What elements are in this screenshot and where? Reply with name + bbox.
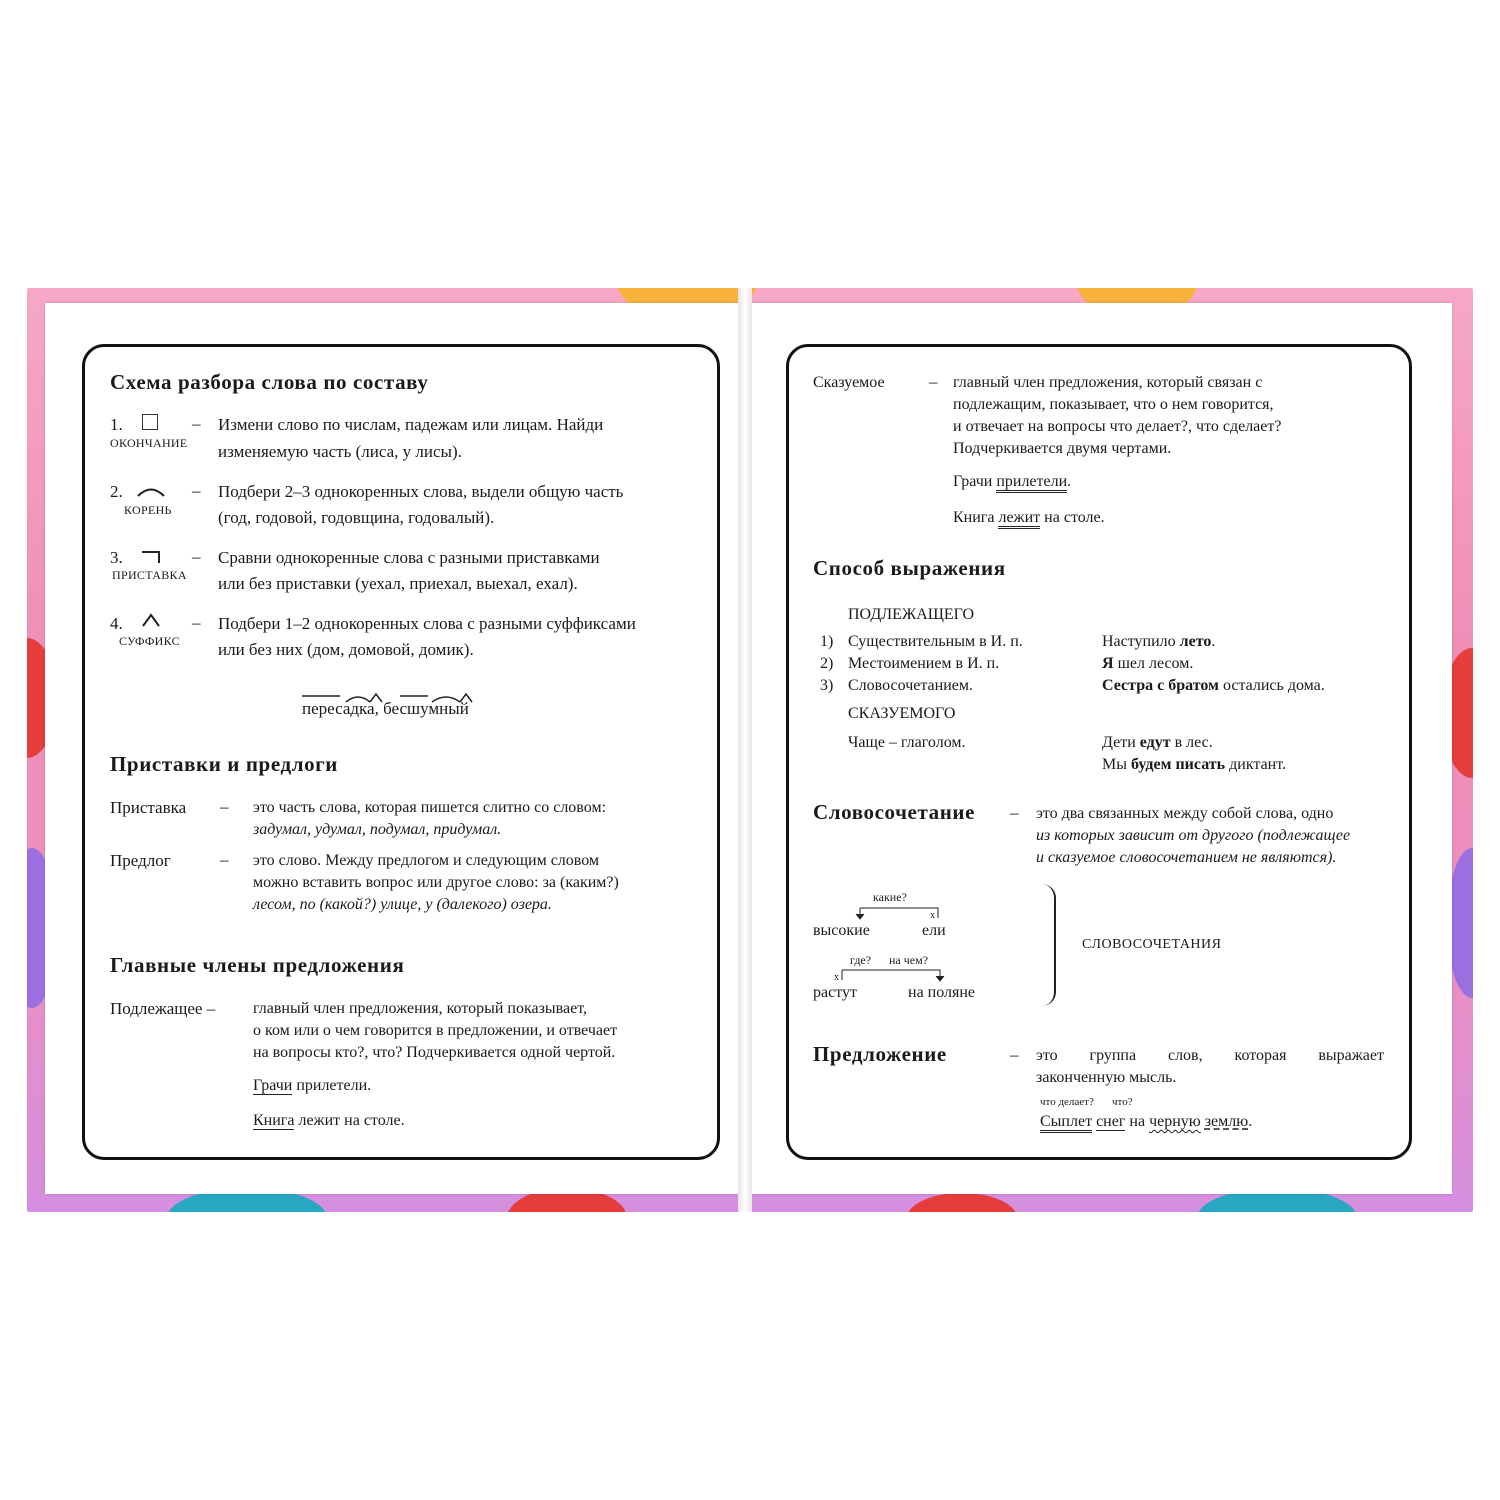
phrase-word: ели: [922, 922, 946, 939]
step-label: ПРИСТАВКА: [112, 568, 187, 582]
prefix-def-line2: задумал, удумал, подумал, придумал.: [253, 821, 502, 838]
example-words: пересадка, бесшумный: [302, 699, 469, 718]
dash: –: [192, 414, 201, 433]
cover-decoration: [907, 1193, 1017, 1212]
term-predicate: Сказуемое: [813, 374, 885, 391]
step-text-line1: Подбери 2–3 однокоренных слова, выдели общую часть: [218, 482, 624, 501]
step-number: 3.: [110, 548, 123, 567]
step-label: СУФФИКС: [119, 634, 180, 648]
predicate-way: Чаще – глаголом.: [848, 734, 966, 751]
pred-def-line3: и отвечает на вопросы что делает?, что сделает?: [953, 418, 1282, 435]
phrase-word: на поляне: [908, 984, 976, 1001]
term-subject: Подлежащее –: [110, 999, 216, 1018]
predicate-example-1: Дети едут в лес.: [1102, 734, 1213, 751]
prefix-icon: [140, 550, 162, 569]
way-example: Я шел лесом.: [1102, 655, 1194, 672]
ending-icon: [142, 414, 158, 434]
prep-def-line3: лесом, по (какой?) улице, у (далекого) озера.: [253, 896, 552, 913]
step-text-line1: Сравни однокоренные слова с разными приставками: [218, 548, 600, 567]
question-label: какие?: [873, 890, 907, 904]
dash: –: [220, 850, 229, 869]
dash: –: [192, 481, 201, 500]
way-number: 3): [820, 677, 834, 694]
phrase-word: растут: [813, 984, 857, 1001]
predicate-example-2: Мы будем писать диктант.: [1102, 756, 1287, 773]
step-number: 2.: [110, 482, 123, 501]
prep-def-line2: можно вставить вопрос или другое слово: за (каким?): [253, 874, 619, 891]
subj-def-line3: на вопросы кто?, что? Подчеркивается одной чертой.: [253, 1044, 616, 1061]
question-label: на чем?: [889, 953, 929, 967]
prep-def-line1: это слово. Между предлогом и следующим словом: [253, 852, 600, 869]
subj-def-line2: о ком или о чем говорится в предложении, и отвечает: [253, 1022, 618, 1039]
suffix-icon: [141, 613, 161, 632]
way-example: Сестра с братом остались дома.: [1102, 677, 1325, 694]
phrase-def-line1: это два связанных между собой слова, одно: [1036, 805, 1334, 822]
way-example: Наступило лето.: [1102, 633, 1216, 650]
way-number: 1): [820, 633, 834, 650]
subj-example-2: Книга лежит на столе.: [253, 1112, 405, 1129]
main-word-mark: x: [834, 972, 839, 983]
sentence-question: что?: [1112, 1096, 1133, 1108]
way-number: 2): [820, 655, 834, 672]
question-label: где?: [850, 953, 872, 967]
step-number: 4.: [110, 614, 123, 633]
pred-def-line4: Подчеркивается двумя чертами.: [953, 440, 1172, 457]
dash: –: [1010, 803, 1019, 822]
phrase-def-line2: из которых зависит от другого (подлежащее: [1036, 827, 1351, 844]
prefix-title: Приставки и предлоги: [110, 752, 339, 776]
step-text-line2: (год, годовой, годовщина, годовалый).: [218, 508, 495, 527]
step-text-line1: Подбери 1–2 однокоренных слова с разными суффиксами: [218, 614, 636, 633]
root-icon: [136, 484, 166, 502]
sentence-def-line1: это группа слов, которая выражает: [1036, 1047, 1384, 1064]
morph-title: Схема разбора слова по составу: [110, 370, 429, 394]
subj-def-line1: главный член предложения, который показывает,: [253, 1000, 588, 1017]
dash: –: [220, 797, 229, 816]
sentence-def-line2: законченную мысль.: [1036, 1069, 1177, 1086]
term-preposition: Предлог: [110, 851, 171, 870]
step-label: ОКОНЧАНИЕ: [110, 436, 188, 450]
subj-example-1: Грачи прилетели.: [253, 1077, 372, 1094]
step-text-line2: или без них (дом, домовой, домик).: [218, 640, 474, 659]
pred-def-line1: главный член предложения, который связан с: [953, 374, 1263, 391]
step-text-line2: или без приставки (уехал, приехал, выехал, ехал).: [218, 574, 578, 593]
way-text: Словосочетанием.: [848, 677, 973, 694]
way-text: Местоимением в И. п.: [848, 655, 1000, 672]
pred-example-2: Книга лежит на столе.: [953, 507, 1105, 529]
phrase-arrows: [820, 890, 970, 995]
phrase-word: высокие: [813, 922, 870, 939]
prefix-def-line1: это часть слова, которая пишется слитно со словом:: [253, 799, 607, 816]
dash: –: [192, 613, 201, 632]
pred-example-1: Грачи прилетели.: [953, 471, 1071, 493]
step-number: 1.: [110, 415, 123, 434]
phrase-def-line3: и сказуемое словосочетанием не являются).: [1036, 849, 1337, 866]
dash: –: [1010, 1045, 1019, 1064]
term-prefix: Приставка: [110, 798, 187, 817]
step-label: КОРЕНЬ: [124, 503, 172, 517]
dash: –: [929, 372, 938, 391]
pred-def-line2: подлежащим, показывает, что о нем говорится,: [953, 396, 1274, 413]
phrase-title: Словосочетание: [813, 800, 976, 824]
main-word-mark: x: [930, 910, 935, 921]
book-spine: [738, 288, 752, 1212]
way-text: Существительным в И. п.: [848, 633, 1023, 650]
dash: –: [192, 547, 201, 566]
sentence-example: Сыплет снег на черную землю.: [1040, 1111, 1252, 1133]
expression-title: Способ выражения: [813, 556, 1006, 580]
phrases-brace: [1040, 884, 1056, 1006]
sentence-title: Предложение: [813, 1042, 947, 1066]
step-text-line2: изменяемую часть (лиса, у лисы).: [218, 442, 462, 461]
sentence-question: что делает?: [1040, 1096, 1094, 1108]
main-members-title: Главные члены предложения: [110, 953, 405, 977]
phrases-label: СЛОВОСОЧЕТАНИЯ: [1082, 937, 1222, 952]
step-text-line1: Измени слово по числам, падежам или лицам. Найди: [218, 415, 604, 434]
subject-heading: ПОДЛЕЖАЩЕГО: [848, 606, 975, 623]
predicate-heading: СКАЗУЕМОГО: [848, 705, 956, 722]
